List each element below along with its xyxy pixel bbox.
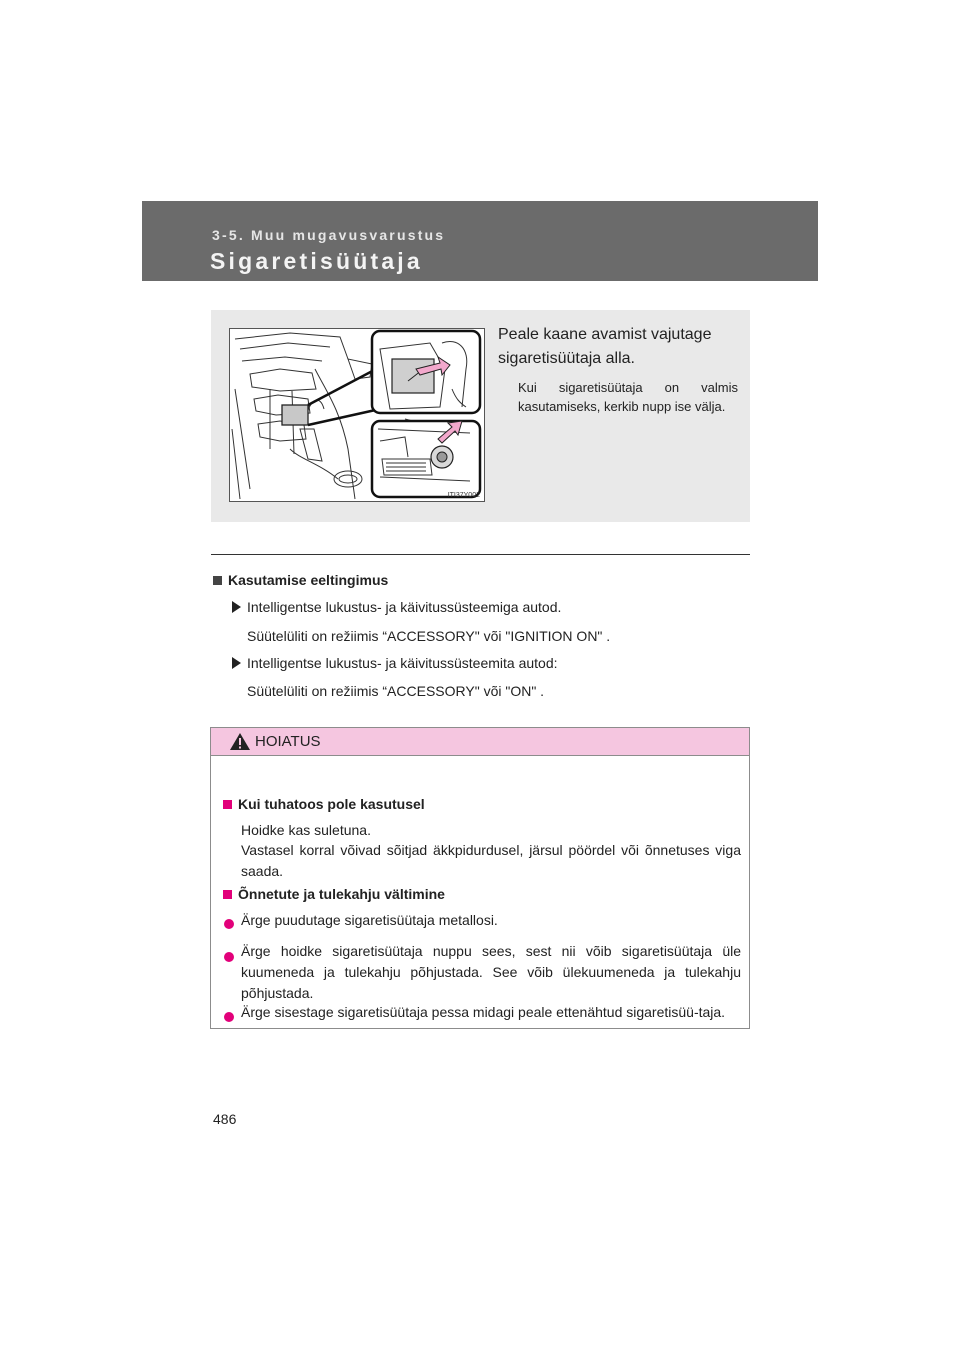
dot-bullet-icon [224, 1009, 234, 1025]
condition-detail: Süütelüliti on režiimis “ACCESSORY" või "ON" . [247, 683, 545, 699]
warning-section-heading: Õnnetute ja tulekahju vältimine [223, 886, 445, 902]
figure-panel [211, 310, 750, 522]
warning-header [211, 728, 749, 756]
triangle-arrow-icon [232, 657, 241, 669]
section-header [142, 201, 818, 281]
square-bullet-icon [213, 576, 222, 585]
figure-instruction: Peale kaane avamist vajutage sigaretisüütaja alla. [498, 326, 712, 367]
page-title: Sigaretisüütaja [210, 248, 423, 274]
square-bullet-icon [223, 890, 232, 899]
page-number: 486 [213, 1111, 237, 1127]
dot-bullet-icon [224, 916, 234, 932]
warning-bullet-text: Ärge sisestage sigaretisüütaja pessa midagi peale ettenähtud sigaretisüü-taja. [241, 1004, 726, 1020]
warning-text: Vastasel korral võivad sõitjad äkkpidurdusel, järsul pöördel või õnnetuses viga saada. [241, 842, 741, 879]
square-bullet-icon [223, 800, 232, 809]
triangle-arrow-icon [232, 601, 241, 613]
warning-bullet-text: Ärge puudutage sigaretisüütaja metallosi. [241, 912, 498, 928]
console-drawing [230, 329, 484, 501]
warning-bullet-text: Ärge hoidke sigaretisüütaja nuppu sees, sest nii võib sigaretisüütaja üle kuumeneda ja tulekahju põhjustada. See võib ülekuumeneda ja tulekahju põhjustada. [241, 943, 741, 1001]
figure-note: Kui sigaretisüütaja on valmis kasutamiseks, kerkib nupp ise välja. [518, 380, 738, 414]
warning-triangle-icon [229, 732, 251, 751]
warning-label: HOIATUS [255, 733, 321, 750]
warning-text: Hoidke kas suletuna. [241, 822, 371, 838]
image-code: ITI37Y002 [447, 492, 480, 499]
conditions-heading: Kasutamise eeltingimus [213, 572, 388, 588]
warning-section-heading: Kui tuhatoos pole kasutusel [223, 796, 425, 812]
section-label: 3-5. Muu mugavusvarustus [212, 227, 446, 243]
cigarette-lighter-illustration [229, 328, 485, 502]
condition-vehicle: Intelligentse lukustus- ja käivitussüsteemita autod: [232, 655, 558, 671]
divider [211, 554, 750, 555]
condition-detail: Süütelüliti on režiimis “ACCESSORY" või "IGNITION ON" . [247, 628, 611, 644]
dot-bullet-icon [224, 949, 234, 965]
warning-box [210, 727, 750, 1029]
condition-vehicle: Intelligentse lukustus- ja käivitussüsteemiga autod. [232, 599, 561, 615]
